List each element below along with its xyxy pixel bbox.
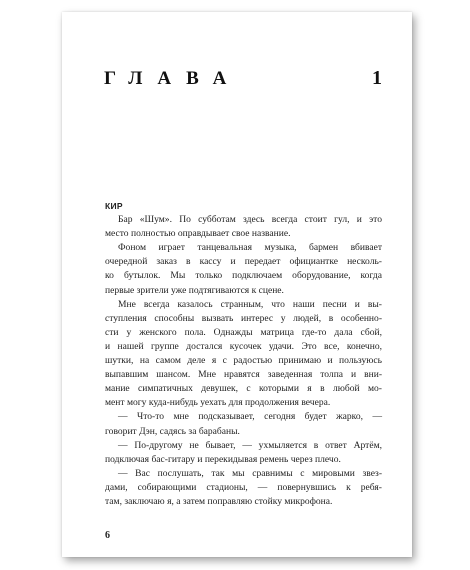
page-number: 6 bbox=[105, 530, 110, 541]
text-line: шутки, на самом деле я с радостью принимаю и пользуюсь bbox=[105, 355, 382, 367]
text-line: дами, собирающими стадионы, — повернувшись к ребя- bbox=[105, 481, 382, 493]
book-page bbox=[62, 12, 412, 557]
text-line: Фоном играет танцевальная музыка, бармен вбивает bbox=[118, 242, 382, 254]
text-line: говорит Дэн, садясь за барабаны. bbox=[105, 425, 240, 437]
text-line: и нашей группе достался кусочек удачи. Это все, конечно, bbox=[105, 340, 382, 352]
text-line: — По-другому не бывает, — ухмыляется в ответ Артём, bbox=[118, 439, 382, 451]
paragraph-lines bbox=[105, 213, 382, 509]
text-line: первые зрители уже подтягиваются к сцене. bbox=[105, 284, 284, 296]
text-line: там, заключаю я, а затем поправляю стойку микрофона. bbox=[105, 495, 333, 507]
text-line: выпавшим шансом. Мне нравятся заведенная толпа и вни- bbox=[105, 369, 382, 381]
text-line: — Что-то мне подсказывает, сегодня будет жарко, — bbox=[118, 411, 382, 423]
chapter-heading: ГЛАВА bbox=[104, 68, 242, 89]
text-line: сти у женского пола. Однажды матрица где-то дала сбой, bbox=[105, 326, 382, 338]
text-line: ко бутылок. Мы только подключаем оборудование, когда bbox=[105, 270, 382, 282]
text-line: ступления способны вызвать интерес у людей, в особенно- bbox=[105, 312, 382, 324]
text-line: подключая бас-гитару и перекидывая ремень через плечо. bbox=[105, 453, 341, 465]
text-line: очередной заказ в кассу и передает официантке несколь- bbox=[105, 256, 382, 268]
chapter-number: 1 bbox=[372, 67, 382, 89]
body-text bbox=[105, 199, 382, 509]
text-line: мание симпатичных девушек, с которыми я в любой мо- bbox=[105, 383, 382, 395]
text-line: Мне всегда казалось странным, что наши песни и вы- bbox=[118, 298, 382, 310]
text-line: Бар «Шум». По субботам здесь всегда стоит гул, и это bbox=[118, 214, 382, 226]
speaker-name: КИР bbox=[105, 201, 123, 211]
text-line: — Вас послушать, так мы сравнимы с мировыми звез- bbox=[118, 467, 382, 479]
text-line: мент могу куда-нибудь уехать для продолжения вечера. bbox=[105, 397, 331, 409]
text-line: место полностью оправдывает свое название. bbox=[105, 228, 291, 240]
